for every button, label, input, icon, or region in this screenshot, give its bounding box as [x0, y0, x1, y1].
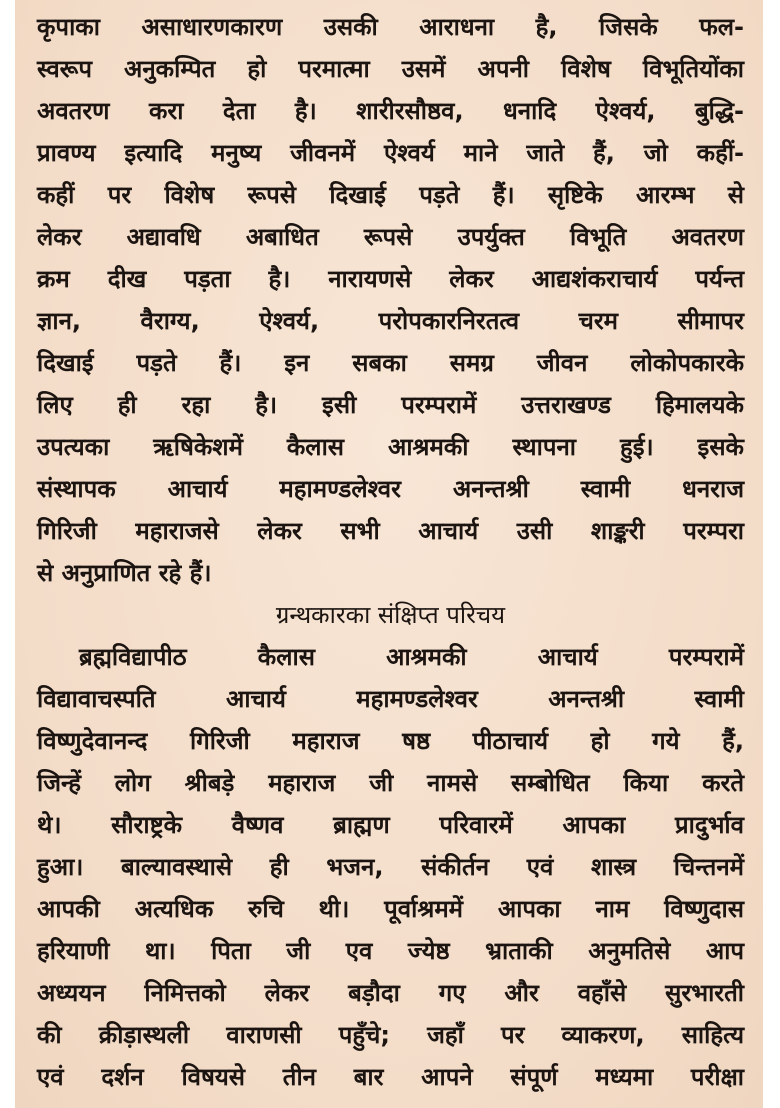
text-line: ज्ञान, वैराग्य, ऐश्वर्य, परोपकारनिरतत्व चरम सीमापर — [37, 307, 744, 335]
text-line: लेकर अद्यावधि अबाधित रूपसे उपर्युक्त विभूति अवतरण — [37, 223, 744, 251]
text-line: दिखाई पड़ते हैं। इन सबका समग्र जीवन लोकोपकारके — [37, 349, 744, 377]
text-line: विद्यावाचस्पति आचार्य महामण्डलेश्वर अनन्तश्री स्वामी — [37, 685, 744, 713]
page-text — [37, 6, 744, 1098]
text-line: विष्णुदेवानन्द गिरिजी महाराज षष्ठ पीठाचार्य हो गये हैं, — [37, 727, 744, 755]
text-line: प्रावण्य इत्यादि मनुष्य जीवनमें ऐश्वर्य माने जाते हैं, जो कहीं- — [37, 139, 744, 167]
text-line: हरियाणी था। पिता जी एव ज्येष्ठ भ्राताकी अनुमतिसे आप — [37, 937, 744, 965]
text-line: संस्थापक आचार्य महामण्डलेश्वर अनन्तश्री स्वामी धनराज — [37, 475, 744, 503]
text-line: जिन्हें लोग श्रीबड़े महाराज जी नामसे सम्बोधित किया करते — [37, 769, 744, 797]
paragraph-author-biography — [37, 636, 744, 1098]
text-line: ब्रह्मविद्यापीठ कैलास आश्रमकी आचार्य परम्परामें — [79, 643, 744, 671]
text-line: से अनुप्राणित रहे हैं। — [37, 559, 212, 587]
paragraph-ashram-tradition — [37, 6, 744, 594]
text-line: लिए ही रहा है। इसी परम्परामें उत्तराखण्ड हिमालयके — [37, 391, 744, 419]
text-line: हुआ। बाल्यावस्थासे ही भजन, संकीर्तन एवं शास्त्र चिन्तनमें — [37, 853, 744, 881]
text-line: अवतरण करा देता है। शारीरसौष्ठव, धनादि ऐश्वर्य, बुद्धि- — [37, 97, 744, 125]
text-line: की क्रीड़ास्थली वाराणसी पहुँचे; जहाँ पर व्याकरण, साहित्य — [37, 1021, 744, 1049]
section-heading-author-intro: ग्रन्थकारका संक्षिप्त परिचय — [275, 601, 506, 629]
text-line: आपकी अत्यधिक रुचि थी। पूर्वाश्रममें आपका नाम विष्णुदास — [37, 895, 744, 923]
text-line: कृपाका असाधारणकारण उसकी आराधना है, जिसके फल- — [37, 13, 744, 41]
text-line: थे। सौराष्ट्रके वैष्णव ब्राह्मण परिवारमें आपका प्रादुर्भाव — [37, 811, 744, 839]
text-line: एवं दर्शन विषयसे तीन बार आपने संपूर्ण मध्यमा परीक्षा — [37, 1063, 744, 1091]
text-line: गिरिजी महाराजसे लेकर सभी आचार्य उसी शाङ्करी परम्परा — [37, 517, 744, 545]
text-line: क्रम दीख पड़ता है। नारायणसे लेकर आद्यशंकराचार्य पर्यन्त — [37, 265, 744, 293]
text-line: उपत्यका ऋषिकेशमें कैलास आश्रमकी स्थापना हुई। इसके — [37, 433, 744, 461]
text-line: स्वरूप अनुकम्पित हो परमात्मा उसमें अपनी विशेष विभूतियोंका — [37, 55, 744, 83]
scanned-book-page — [15, 0, 763, 1108]
text-line: अध्ययन निमित्तको लेकर बड़ौदा गए और वहाँसे सुरभारती — [37, 979, 744, 1007]
text-line: कहीं पर विशेष रूपसे दिखाई पड़ते हैं। सृष्टिके आरम्भ से — [37, 181, 744, 209]
